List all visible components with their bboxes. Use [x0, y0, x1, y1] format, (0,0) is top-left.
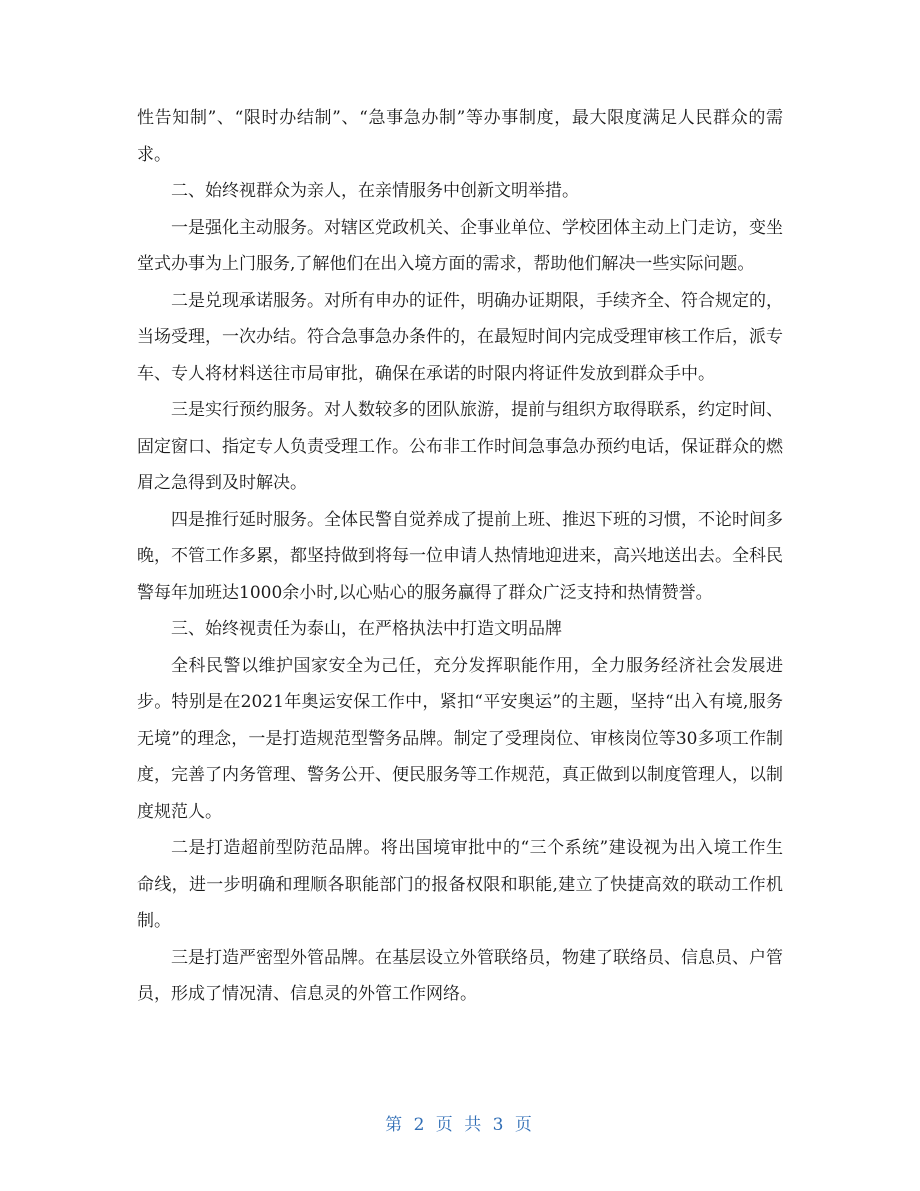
document-body — [137, 100, 783, 1013]
paragraph-4: 二是兑现承诺服务。对所有申办的证件，明确办证期限，手续齐全、符合规定的，当场受理，一次办结。符合急事急办条件的，在最短时间内完成受理审核工作后，派专车、专人将材料送往市局审批，确保在承诺的时限内将证件发放到群众手中。 — [137, 290, 783, 384]
page-footer — [0, 1110, 920, 1135]
paragraph-2: 二、始终视群众为亲人，在亲情服务中创新文明举措。 — [171, 181, 579, 201]
paragraph-8: 全科民警以维护国家安全为己任，充分发挥职能作用，全力服务经济社会发展进步。特别是在2021年奥运安保工作中，紧扣“平安奥运”的主题，坚持“出入有境,服务无境”的理念，一是打造规范型警务品牌。制定了受理岗位、审核岗位等30多项工作制度，完善了内务管理、警务公开、便民服务等工作规范，真正做到以制度管理人，以制度规范人。 — [137, 655, 783, 822]
paragraph-10: 三是打造严密型外管品牌。在基层设立外管联络员，物建了联络员、信息员、户管员，形成了情况清、信息灵的外管工作网络。 — [137, 947, 783, 1004]
paragraph-7: 三、始终视责任为泰山，在严格执法中打造文明品牌 — [171, 619, 562, 639]
paragraph-9: 二是打造超前型防范品牌。将出国境审批中的“三个系统”建设视为出入境工作生命线，进一步明确和理顺各职能部门的报备权限和职能,建立了快捷高效的联动工作机制。 — [137, 838, 783, 931]
paragraph-5: 三是实行预约服务。对人数较多的团队旅游，提前与组织方取得联系，约定时间、固定窗口、指定专人负责受理工作。公布非工作时间急事急办预约电话，保证群众的燃眉之急得到及时解决。 — [137, 400, 783, 493]
paragraph-3: 一是强化主动服务。对辖区党政机关、企事业单位、学校团体主动上门走访，变坐堂式办事为上门服务,了解他们在出入境方面的需求，帮助他们解决一些实际问题。 — [137, 217, 783, 274]
page-number-label: 第 2 页 共 3 页 — [385, 1115, 535, 1135]
paragraph-1: 性告知制”、“限时办结制”、“急事急办制”等办事制度，最大限度满足人民群众的需求。 — [137, 108, 783, 165]
paragraph-6: 四是推行延时服务。全体民警自觉养成了提前上班、推迟下班的习惯，不论时间多晚，不管工作多累，都坚持做到将每一位申请人热情地迎进来，高兴地送出去。全科民警每年加班达1000余小时,以心贴心的服务赢得了群众广泛支持和热情赞誉。 — [137, 509, 783, 603]
